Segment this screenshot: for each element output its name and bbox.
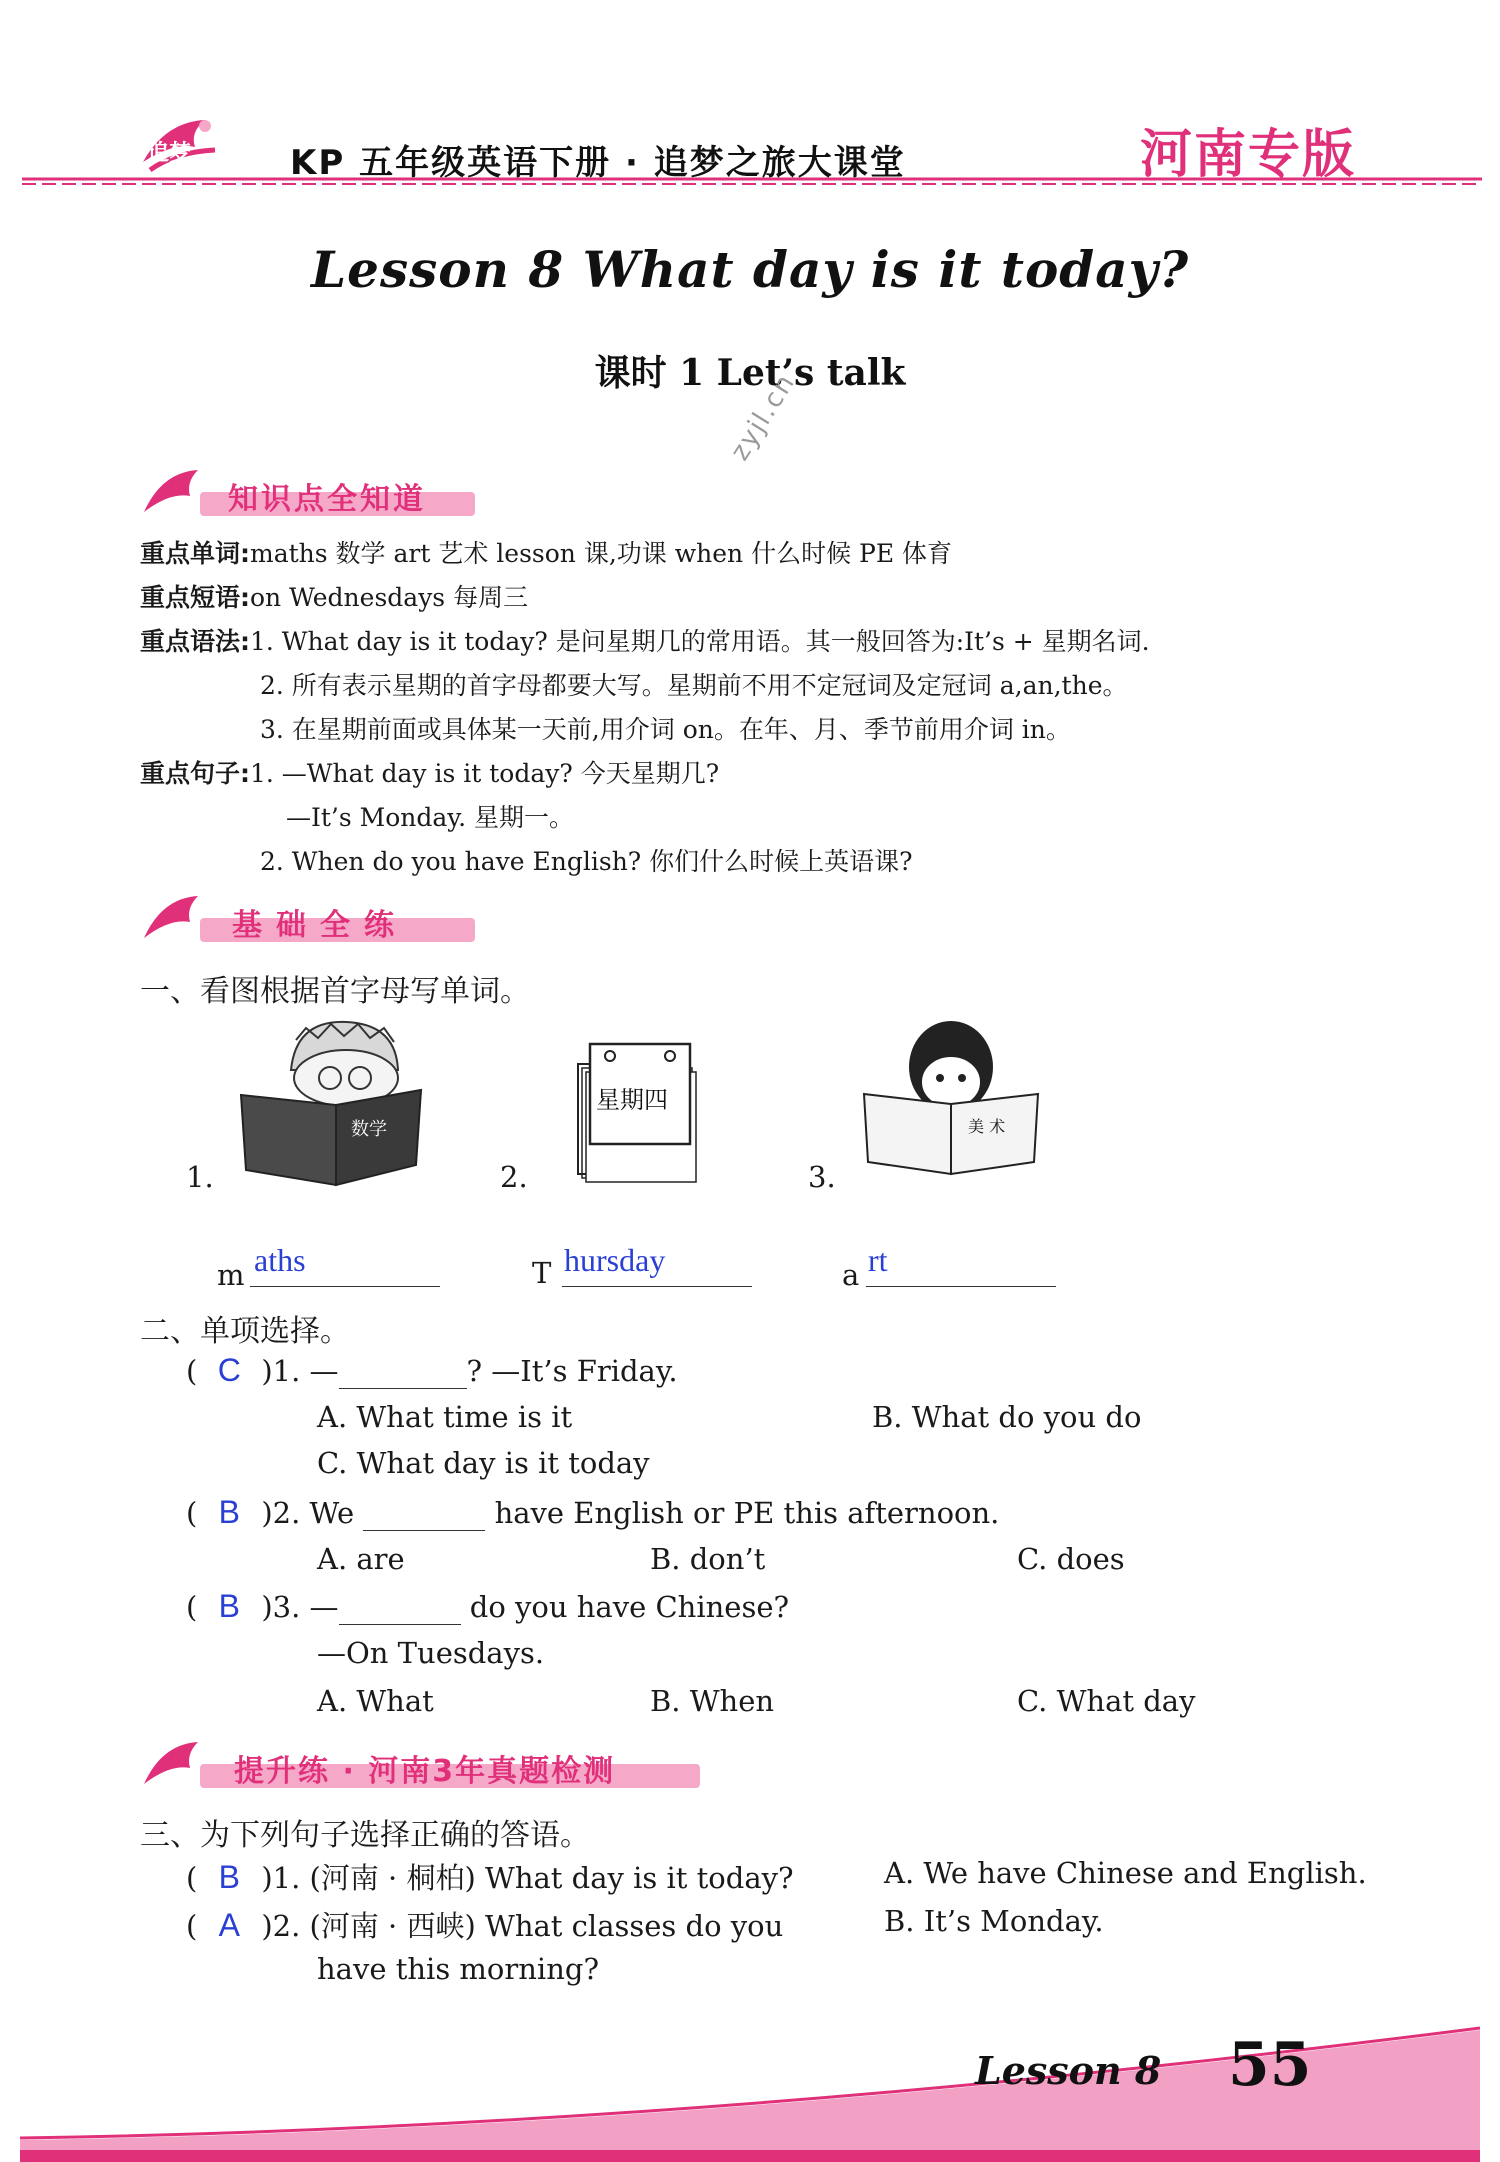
handwritten-answer: hursday [564,1242,666,1278]
match-question-cont: have this morning? [317,1952,599,1986]
mc-stem: have English or PE this afternoon. [494,1496,1000,1530]
calendar-image [568,1038,708,1188]
match-option: A. We have Chinese and English. [884,1856,1367,1890]
sentence-line: 1. —What day is it today? 今天星期几? [250,759,720,788]
mc-stem: )3. — [261,1590,339,1624]
book-title: KP 五年级英语下册 · 追梦之旅大课堂 [290,143,906,183]
key-phrases-label: 重点短语: [140,583,250,612]
page-number: 55 [1228,2030,1312,2100]
section-banner-basic [140,892,480,946]
match-question: )1. (河南 · 桐柏) What day is it today? [261,1861,794,1895]
word-prefix: a [842,1258,860,1292]
section-banner-advanced [140,1738,705,1792]
grammar-line: 3. 在星期前面或具体某一天前,用介词 on。在年、月、季节前用介词 in。 [260,715,1071,744]
grammar-line: 1. What day is it today? 是问星期几的常用语。其一般回答为:It’s + 星期名词. [250,627,1150,656]
word-prefix: T [532,1256,552,1290]
banner-label: 提升练 · 河南3年真题检测 [234,1754,616,1789]
mc-option: C. What day is it today [317,1446,650,1480]
key-sentences [140,758,719,790]
grammar-line: 2. 所有表示星期的首字母都要大写。星期前不用不定冠词及定冠词 a,an,the。 [260,671,1128,700]
handwritten-answer: aths [254,1242,306,1278]
mc-line: —On Tuesdays. [317,1636,545,1670]
lesson-subtitle: 课时 1 Let’s talk [594,352,906,394]
key-sentences-label: 重点句子: [140,759,250,788]
picture-number: 1. [186,1160,214,1194]
mc-option: C. does [1017,1542,1125,1576]
key-grammar [140,626,1150,658]
watermark: zyjl.cn [725,368,802,466]
key-words-label: 重点单词: [140,539,250,568]
mc-option: A. What [317,1684,434,1718]
girl-reading-art-image [856,1012,1046,1182]
key-words-text: maths 数学 art 艺术 lesson 课,功课 when 什么时候 PE 体育 [250,539,953,568]
picture-number: 3. [808,1160,836,1194]
book-label: 数学 [351,1119,387,1140]
mc-stem: do you have Chinese? [469,1590,790,1624]
mc-option: B. don’t [650,1542,766,1576]
header-rule [22,176,1482,186]
question-heading-2: 二、单项选择。 [140,1314,350,1349]
sentence-line: —It’s Monday. 星期一。 [286,803,575,832]
word-prefix: m [217,1258,245,1292]
mc-stem: ? —It’s Friday. [466,1354,678,1388]
mc-item-3: ( B )3. — do you have Chinese? [186,1588,790,1624]
match-answer[interactable]: A [218,1907,240,1943]
match-answer[interactable]: B [218,1859,240,1895]
mc-answer[interactable]: B [218,1494,240,1530]
match-item-1: ( B )1. (河南 · 桐柏) What day is it today? [186,1859,794,1895]
lesson-title: Lesson 8 What day is it today? [311,240,1189,299]
match-question: )2. (河南 · 西峡) What classes do you [261,1909,784,1943]
match-option: B. It’s Monday. [884,1904,1104,1938]
key-words [140,538,952,570]
mc-option: A. What time is it [317,1400,573,1434]
mc-blank [339,1362,467,1389]
edition-label: 河南专版 [1140,125,1357,185]
mc-stem: )2. We [261,1496,355,1530]
mc-option: A. are [317,1542,405,1576]
picture-number: 2. [500,1160,528,1194]
calendar-label: 星期四 [596,1086,668,1114]
mc-stem: )1. — [261,1354,339,1388]
footer-lesson-label: Lesson 8 [975,2048,1162,2093]
key-phrases [140,582,528,614]
handwritten-answer: rt [868,1242,888,1278]
mc-item-1: ( C )1. — ? —It’s Friday. [186,1352,678,1388]
mc-answer[interactable]: C [217,1352,241,1388]
mc-item-2: ( B )2. We have English or PE this afternoon. [186,1494,1000,1530]
question-heading-3: 三、为下列句子选择正确的答语。 [140,1818,590,1853]
banner-label: 知识点全知道 [228,482,426,517]
boy-reading-maths-image [236,1010,426,1190]
key-phrases-text: on Wednesdays 每周三 [250,583,529,612]
match-item-2: ( A )2. (河南 · 西峡) What classes do you [186,1907,784,1943]
svg-text:追梦: 追梦 [147,141,192,166]
book-label: 美 术 [968,1117,1006,1136]
mc-answer[interactable]: B [218,1588,240,1624]
key-grammar-label: 重点语法: [140,627,250,656]
mc-option: C. What day [1017,1684,1196,1718]
sentence-line: 2. When do you have English? 你们什么时候上英语课? [260,847,913,876]
mc-option: B. When [650,1684,775,1718]
answer-blank[interactable] [866,1246,1056,1287]
mc-option: B. What do you do [872,1400,1142,1434]
question-heading-1: 一、看图根据首字母写单词。 [140,974,530,1009]
banner-label: 基础全练 [232,908,408,943]
zhuimeng-logo [135,112,225,182]
mc-blank [339,1598,461,1625]
mc-blank [363,1504,485,1531]
section-banner-knowledge [140,466,480,520]
